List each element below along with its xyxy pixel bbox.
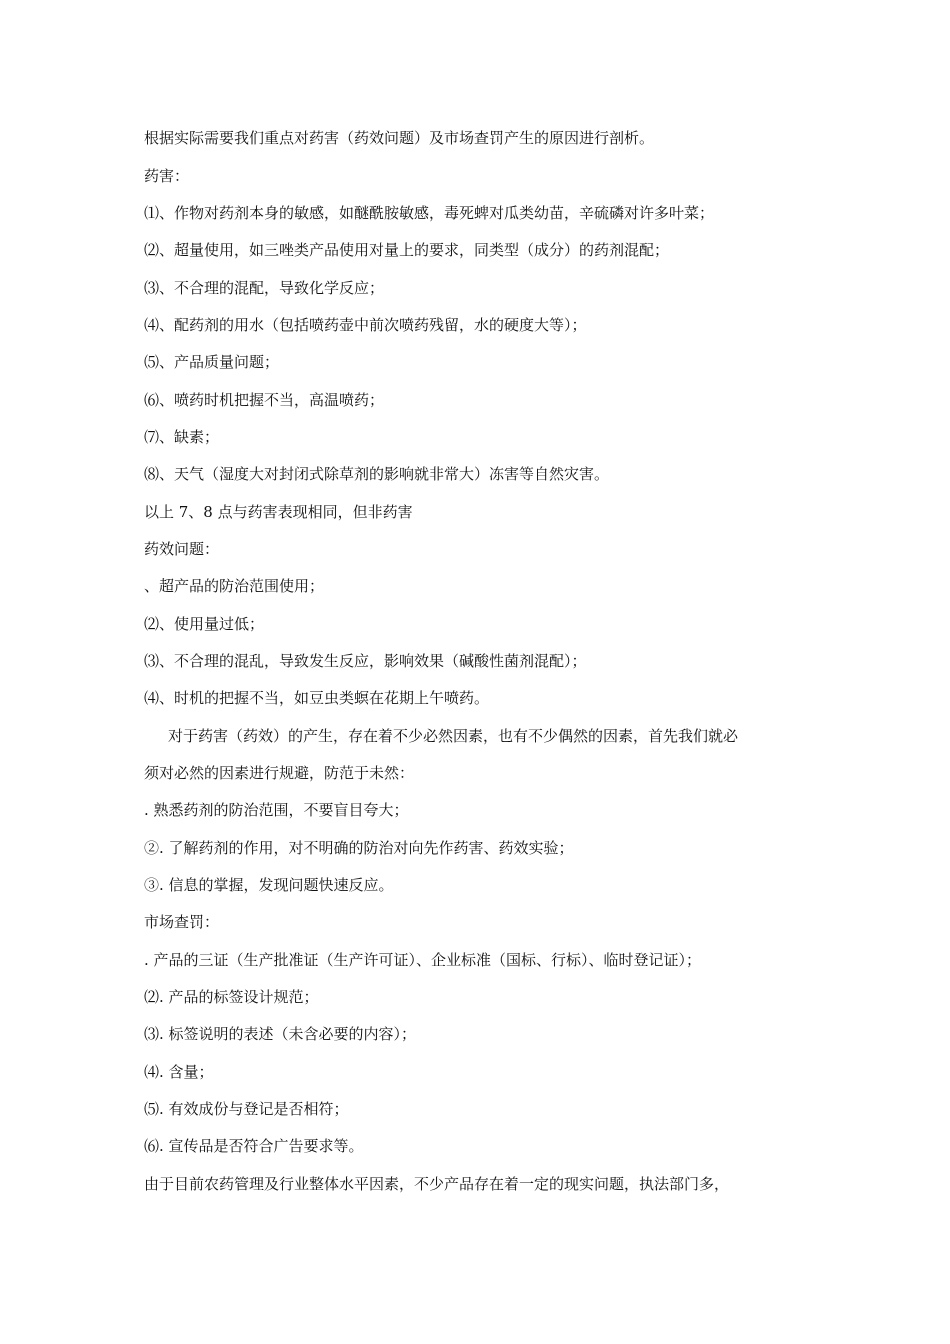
phytotoxicity-note: 以上 7、8 点与药害表现相同，但非药害: [144, 503, 413, 521]
inspection-item-2: ⑵. 产品的标签设计规范；: [144, 988, 319, 1006]
phytotoxicity-item-7: ⑺、缺素；: [144, 428, 220, 446]
prevention-item-3: ③. 信息的掌握，发现问题快速反应。: [144, 876, 394, 894]
inspection-item-5: ⑸. 有效成份与登记是否相符；: [144, 1100, 349, 1118]
phytotoxicity-item-6: ⑹、喷药时机把握不当，高温喷药；: [144, 391, 385, 409]
phytotoxicity-item-5: ⑸、产品质量问题；: [144, 353, 280, 371]
prevention-item-1: . 熟悉药剂的防治范围，不要盲目夸大；: [144, 801, 409, 819]
phytotoxicity-item-8: ⑻、天气（湿度大对封闭式除草剂的影响就非常大）冻害等自然灾害。: [144, 465, 610, 483]
efficacy-item-3: ⑶、不合理的混乱，导致发生反应，影响效果（碱酸性菌剂混配）；: [144, 652, 587, 670]
inspection-item-3: ⑶. 标签说明的表述（未含必要的内容）；: [144, 1025, 417, 1043]
closing-paragraph: 由于目前农药管理及行业整体水平因素，不少产品存在着一定的现实问题，执法部门多，: [144, 1175, 730, 1193]
inspection-item-1: . 产品的三证（生产批准证（生产许可证）、企业标准（国标、行标）、临时登记证）；: [144, 951, 702, 969]
inspection-item-6: ⑹. 宣传品是否符合广告要求等。: [144, 1137, 364, 1155]
phytotoxicity-item-2: ⑵、超量使用，如三唑类产品使用对量上的要求，同类型（成分）的药剂混配；: [144, 241, 670, 259]
prevention-item-2: ②. 了解药剂的作用，对不明确的防治对向先作药害、药效实验；: [144, 839, 574, 857]
section-heading-efficacy: 药效问题：: [144, 540, 220, 558]
efficacy-item-2: ⑵、使用量过低；: [144, 615, 265, 633]
prevention-paragraph-line-2: 须对必然的因素进行规避，防范于未然：: [144, 764, 415, 782]
prevention-paragraph-line-1: 对于药害（药效）的产生，存在着不少必然因素，也有不少偶然的因素，首先我们就必: [168, 727, 739, 745]
efficacy-item-1: 、超产品的防治范围使用；: [144, 577, 325, 595]
efficacy-item-4: ⑷、时机的把握不当，如豆虫类螟在花期上午喷药。: [144, 689, 490, 707]
section-heading-phytotoxicity: 药害：: [144, 167, 190, 185]
inspection-item-4: ⑷. 含量；: [144, 1063, 214, 1081]
phytotoxicity-item-1: ⑴、作物对药剂本身的敏感，如醚酰胺敏感，毒死蜱对瓜类幼苗，辛硫磷对许多叶菜；: [144, 204, 715, 222]
phytotoxicity-item-4: ⑷、配药剂的用水（包括喷药壶中前次喷药残留，水的硬度大等）；: [144, 316, 587, 334]
section-heading-market-inspection: 市场查罚：: [144, 913, 220, 931]
intro-paragraph: 根据实际需要我们重点对药害（药效问题）及市场查罚产生的原因进行剖析。: [144, 129, 655, 147]
phytotoxicity-item-3: ⑶、不合理的混配，导致化学反应；: [144, 279, 385, 297]
